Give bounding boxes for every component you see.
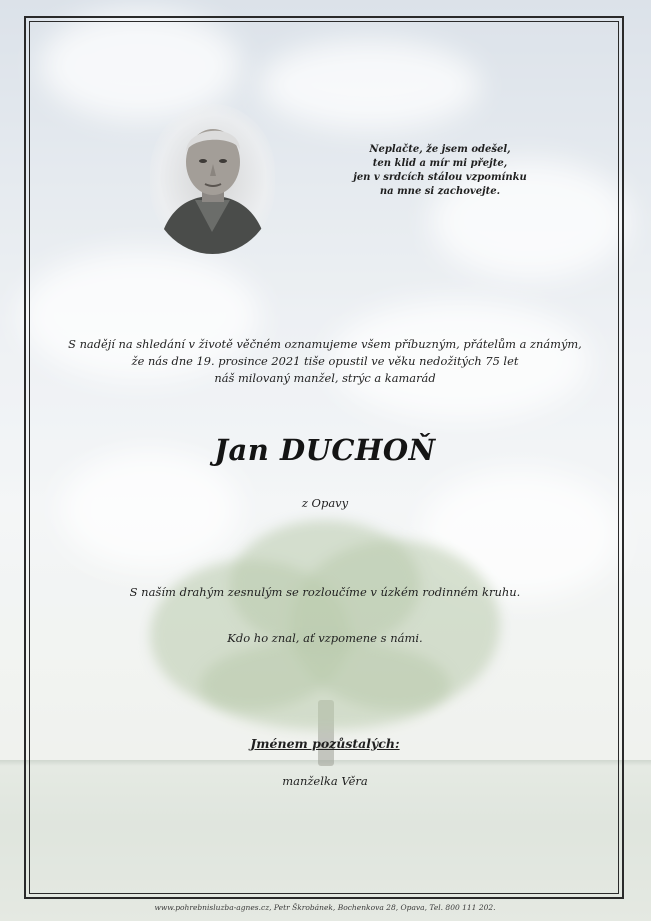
announcement-line: že nás dne 19. prosince 2021 tiše opustil ve věku nedožitých 75 let bbox=[131, 354, 519, 368]
verse-line: jen v srdcích stálou vzpomínku bbox=[353, 172, 527, 183]
mourners-heading bbox=[40, 736, 610, 751]
mourner-name: manželka Věra bbox=[282, 774, 368, 788]
mourners-heading-text: Jménem pozůstalých: bbox=[250, 736, 400, 751]
deceased-name: Jan DUCHOŇ bbox=[214, 433, 436, 467]
announcement-line: S nadějí na shledání v životě věčném oznamujeme všem příbuzným, přátelům a známým, bbox=[68, 337, 582, 351]
portrait-icon bbox=[150, 104, 275, 254]
deceased-origin: z Opavy bbox=[301, 496, 349, 510]
funeral-service-footer: www.pohrebnisluzba-agnes.cz, Petr Škrobánek, Bochenkova 28, Opava, Tel. 800 111 202. bbox=[154, 903, 496, 912]
verse-line: Neplačte, že jsem odešel, bbox=[369, 144, 511, 155]
memorial-verse bbox=[350, 143, 530, 199]
verse-line: na mne si zachovejte. bbox=[379, 186, 501, 197]
portrait-photo bbox=[150, 104, 275, 254]
farewell-notice: S naším drahým zesnulým se rozloučíme v úzkém rodinném kruhu. bbox=[129, 585, 521, 599]
remembrance-text: Kdo ho znal, ať vzpomene s námi. bbox=[227, 631, 423, 645]
death-announcement bbox=[40, 336, 610, 387]
verse-line: ten klid a mír mi přejte, bbox=[372, 158, 508, 169]
announcement-line: náš milovaný manžel, strýc a kamarád bbox=[214, 371, 436, 385]
